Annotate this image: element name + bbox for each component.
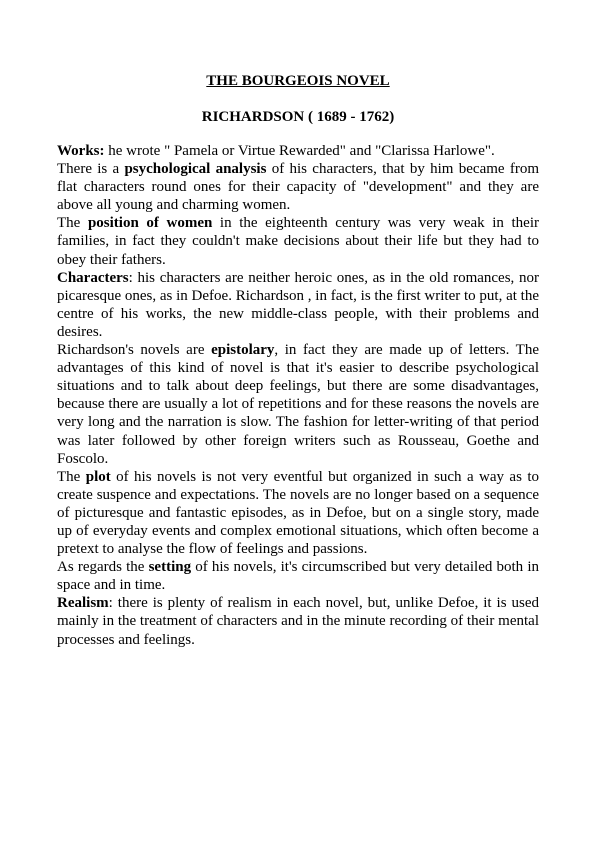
document-title: THE BOURGEOIS NOVEL bbox=[206, 73, 390, 89]
paragraph-text: There is a bbox=[57, 161, 125, 178]
keyword-realism: Realism bbox=[57, 595, 109, 612]
paragraph-plot bbox=[57, 468, 539, 558]
keyword-plot: plot bbox=[85, 468, 111, 485]
paragraph-text: of his novels is not very eventful but organized in such a way as to create suspence and expectations. The novels are no longer based on a sequence of picturesque and fantastic episodes, as in Defoe, but on a single story, made up of everyday events and complex emotional situations, which often become a pretext to analyse the flow of feelings and passions. bbox=[57, 468, 539, 558]
paragraph-text: of his novels, it's circumscribed but very detailed both in space and in time. bbox=[57, 559, 539, 594]
paragraph-text: , in fact they are made up of letters. The advantages of this kind of novel is that it's easier to describe psychological situations and to talk about deep feelings, but there are some disadvantages, because there are usually a lot of repetitions and for these reasons the novels are very long and the narration is slow. The fashion for letter-writing of that period was later followed by other foreign writers such as Rousseau, Goethe and Foscolo. bbox=[57, 342, 539, 467]
paragraph-text: : his characters are neither heroic ones, as in the old romances, nor picaresque ones, as in Defoe. Richardson , in fact, is the first writer to put, at the centre of his works, the new middle-class people, with their problems and desires. bbox=[57, 269, 539, 340]
paragraph-works-heading: Works: bbox=[57, 143, 105, 159]
keyword-psychological-analysis: psychological analysis bbox=[124, 161, 267, 178]
paragraph-psychological-analysis bbox=[57, 160, 539, 214]
document-subtitle: RICHARDSON ( 1689 - 1762) bbox=[201, 109, 395, 125]
keyword-setting: setting bbox=[148, 559, 192, 576]
document-body bbox=[57, 142, 539, 649]
paragraph-text: : there is plenty of realism in each novel, but, unlike Defoe, it is used mainly in the treatment of characters and in the minute recording of their mental processes and feelings. bbox=[57, 595, 539, 648]
paragraph-text: As regards the bbox=[57, 559, 149, 576]
paragraph-text: Richardson's novels are bbox=[57, 342, 212, 359]
keyword-position-of-women: position of women bbox=[87, 215, 213, 232]
paragraph-setting bbox=[57, 558, 539, 594]
paragraph-text: of his characters, that by him became from flat characters round ones for their capacity of "development" and they are above all young and charming women. bbox=[57, 161, 539, 214]
paragraph-epistolary bbox=[57, 341, 539, 468]
paragraph-characters bbox=[57, 269, 539, 341]
paragraph-works bbox=[57, 142, 539, 160]
paragraph-realism bbox=[57, 594, 539, 648]
paragraph-text: The bbox=[57, 215, 88, 232]
paragraph-text: in the eighteenth century was very weak in their families, in fact they couldn't make decisions about their life but they had to obey their fathers. bbox=[57, 215, 539, 268]
paragraph-works-text: he wrote " Pamela or Virtue Rewarded" and "Clarissa Harlowe". bbox=[104, 143, 495, 159]
paragraph-text: The bbox=[57, 468, 86, 485]
paragraph-position-of-women bbox=[57, 214, 539, 268]
keyword-epistolary: epistolary bbox=[211, 342, 275, 359]
keyword-characters: Characters bbox=[57, 269, 129, 286]
